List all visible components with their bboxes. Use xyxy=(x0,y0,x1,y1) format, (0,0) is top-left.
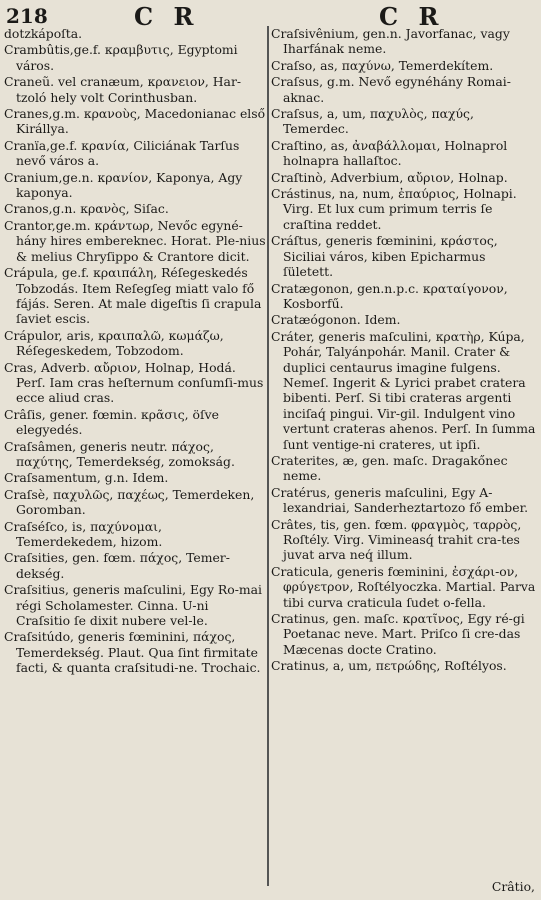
dictionary-entry: Cras, Adverb. αὔριον, Holnap, Hodá. Perſ. Iam cras heſternum conſumſi-mus ecce aliud cras. xyxy=(4,359,264,406)
column-divider xyxy=(267,26,269,886)
dictionary-entry: Crantor,ge.m. κράντωρ, Nevőc egyné-hány hires embereknec. Horat. Ple-nius & melius Chryſippo & Crantore dicit. xyxy=(4,217,266,264)
dictionary-entry: Craſséſco, is, παχύνομαι, Temerdekedem, hizom. xyxy=(4,518,163,549)
dictionary-entry: Cratérus, generis maſculini, Egy A-lexandriai, Sanderheztartozo fő ember. xyxy=(271,484,529,516)
dictionary-entry: Craticula, generis fœminini, ἐσχάρι-ον, φρύγετρον, Roſtélyoczka. Martial. Parva tibi curva craticula ſudet o-fella. xyxy=(271,563,536,610)
dictionary-entry: Craſsamentum, g.n. Idem. xyxy=(4,470,169,486)
catchword: Crâtio, xyxy=(491,879,535,894)
dictionary-entry: Crâtes, tis, gen. fœm. φραγμὸς, ταρρὸς, Roſtély. Virg. Vimineasq́ trahit cra-tes juvat arva neq́ illum. xyxy=(271,516,522,563)
right-column xyxy=(271,26,537,896)
dictionary-entry: Crápula, ge.f. κραιπάλη, Réſegeskedés Tobzodás. Item Reſegſeg miatt valo fő fájás. Seren. At male digeſtis ſi crapula ſaviet escis. xyxy=(4,265,262,327)
columns xyxy=(4,26,537,896)
dictionary-entry: Crambûtis,ge.f. κραμβυτις, Egyptomi város. xyxy=(4,42,238,73)
dictionary-entry: Craſtino, as, ἀναβάλλομαι, Holnaprol holnapra hallaſtoc. xyxy=(271,137,508,169)
dictionary-entry: Crápulor, aris, κραιπαλῶ, κωμάζω, Réſegeskedem, Tobzodom. xyxy=(4,327,224,359)
dictionary-entry: Craſso, as, παχύνω, Temerdekítem. xyxy=(271,57,494,73)
dictionary-entry: Craſsus, a, um, παχυλὸς, παχύς, Temerdec. xyxy=(271,106,474,137)
dictionary-entry: Cráſtus, generis fœminini, κράστος, Siciliai város, kiben Epicharmus ſületett. xyxy=(271,233,498,280)
dictionary-entry: Craſsitúdo, generis fœminini, πάχος, Temerdekség. Plaut. Qua ſint firmitate facti, & quanta craſsitudi-ne. Trochaic. xyxy=(4,629,261,676)
dictionary-entry: Cranïa,ge.f. κρανία, Ciliciának Tarſus nevő város a. xyxy=(4,137,240,169)
page-number: 218 xyxy=(6,4,48,28)
dictionary-entry: Craneũ. vel cranæum, κρανειον, Har-tzoló hely volt Corinthusban. xyxy=(4,74,242,105)
dictionary-entry: Craſsus, g.m. Nevő egynéhány Romai-aknac. xyxy=(271,74,511,105)
left-column xyxy=(4,26,266,896)
dictionary-entry: Cratinus, a, um, πετρώδης, Roſtélyos. xyxy=(271,658,507,674)
dictionary-entry: Craſsivênium, gen.n. Javorfanac, vagy Iharfának neme. xyxy=(271,26,510,57)
dictionary-entry: Cratinus, gen. maſc. κρατῖνος, Egy ré-gi Poetanac neve. Mart. Priſco ſi cre-das Mæcenas docte Cratino. xyxy=(271,611,525,657)
dictionary-entry: Cranes,g.m. κρανοὺς, Macedonianac első Királlya. xyxy=(4,106,266,137)
left-running-head: C R xyxy=(134,2,200,31)
dictionary-entry: Craſtinò, Adverbium, αὔριον, Holnap. xyxy=(271,169,508,185)
dictionary-entry: Crástinus, na, num, ἐπαύριος, Holnapi. Virg. Et lux cum primum terris ſe craſtina reddet. xyxy=(271,186,517,232)
right-running-head: C R xyxy=(379,2,445,31)
dictionary-entry: Cratæógonon. Idem. xyxy=(271,312,401,328)
dictionary-entry: Cratægonon, gen.n.p.c. κραταίγονον, Kosborfű. xyxy=(271,280,508,311)
dictionary-entry: Craſsities, gen. fœm. πάχος, Temer-dekség. xyxy=(4,550,230,581)
dictionary-entry: Cranium,ge.n. κρανίον, Kaponya, Agy kaponya. xyxy=(4,169,243,201)
dictionary-entry: Craſsè, παχυλῶς, παχέως, Temerdeken, Goromban. xyxy=(4,486,255,518)
dictionary-entry: Cranos,g.n. κρανὸς, Siſac. xyxy=(4,201,169,217)
dictionary-entry: dotzkápoſta. xyxy=(4,26,83,41)
dictionary-entry: Craſsâmen, generis neutr. πάχος, παχύτης, Temerdekség, zomokság. xyxy=(4,438,235,469)
dictionary-entry: Craſsitius, generis maſculini, Egy Ro-mai régi Scholamester. Cinna. U-ni Craſsitio ſe dixit nubere vel-le. xyxy=(4,582,262,629)
dictionary-entry: Cráter, generis maſculini, κρατὴρ, Kúpa, Pohár, Talyánpohár. Manil. Crater & duplici centaurus imagine fulgens. Nemeſ. Ingerit & Lyrici prabet cratera bibenti. Perſ. Si tibi crateras argenti inciſaq́ pingui. Vir-gil. Indulgent vino vertunt crateras ahenos. Perſ. In ſumma ſunt ventige-ni crateres, ut ipſi. xyxy=(271,328,536,452)
dictionary-entry: Craterites, æ, gen. maſc. Dragakőnec neme. xyxy=(271,452,508,484)
dictionary-entry: Crâſis, gener. fœmin. κρᾶσις, öſve elegyedés. xyxy=(4,406,219,438)
